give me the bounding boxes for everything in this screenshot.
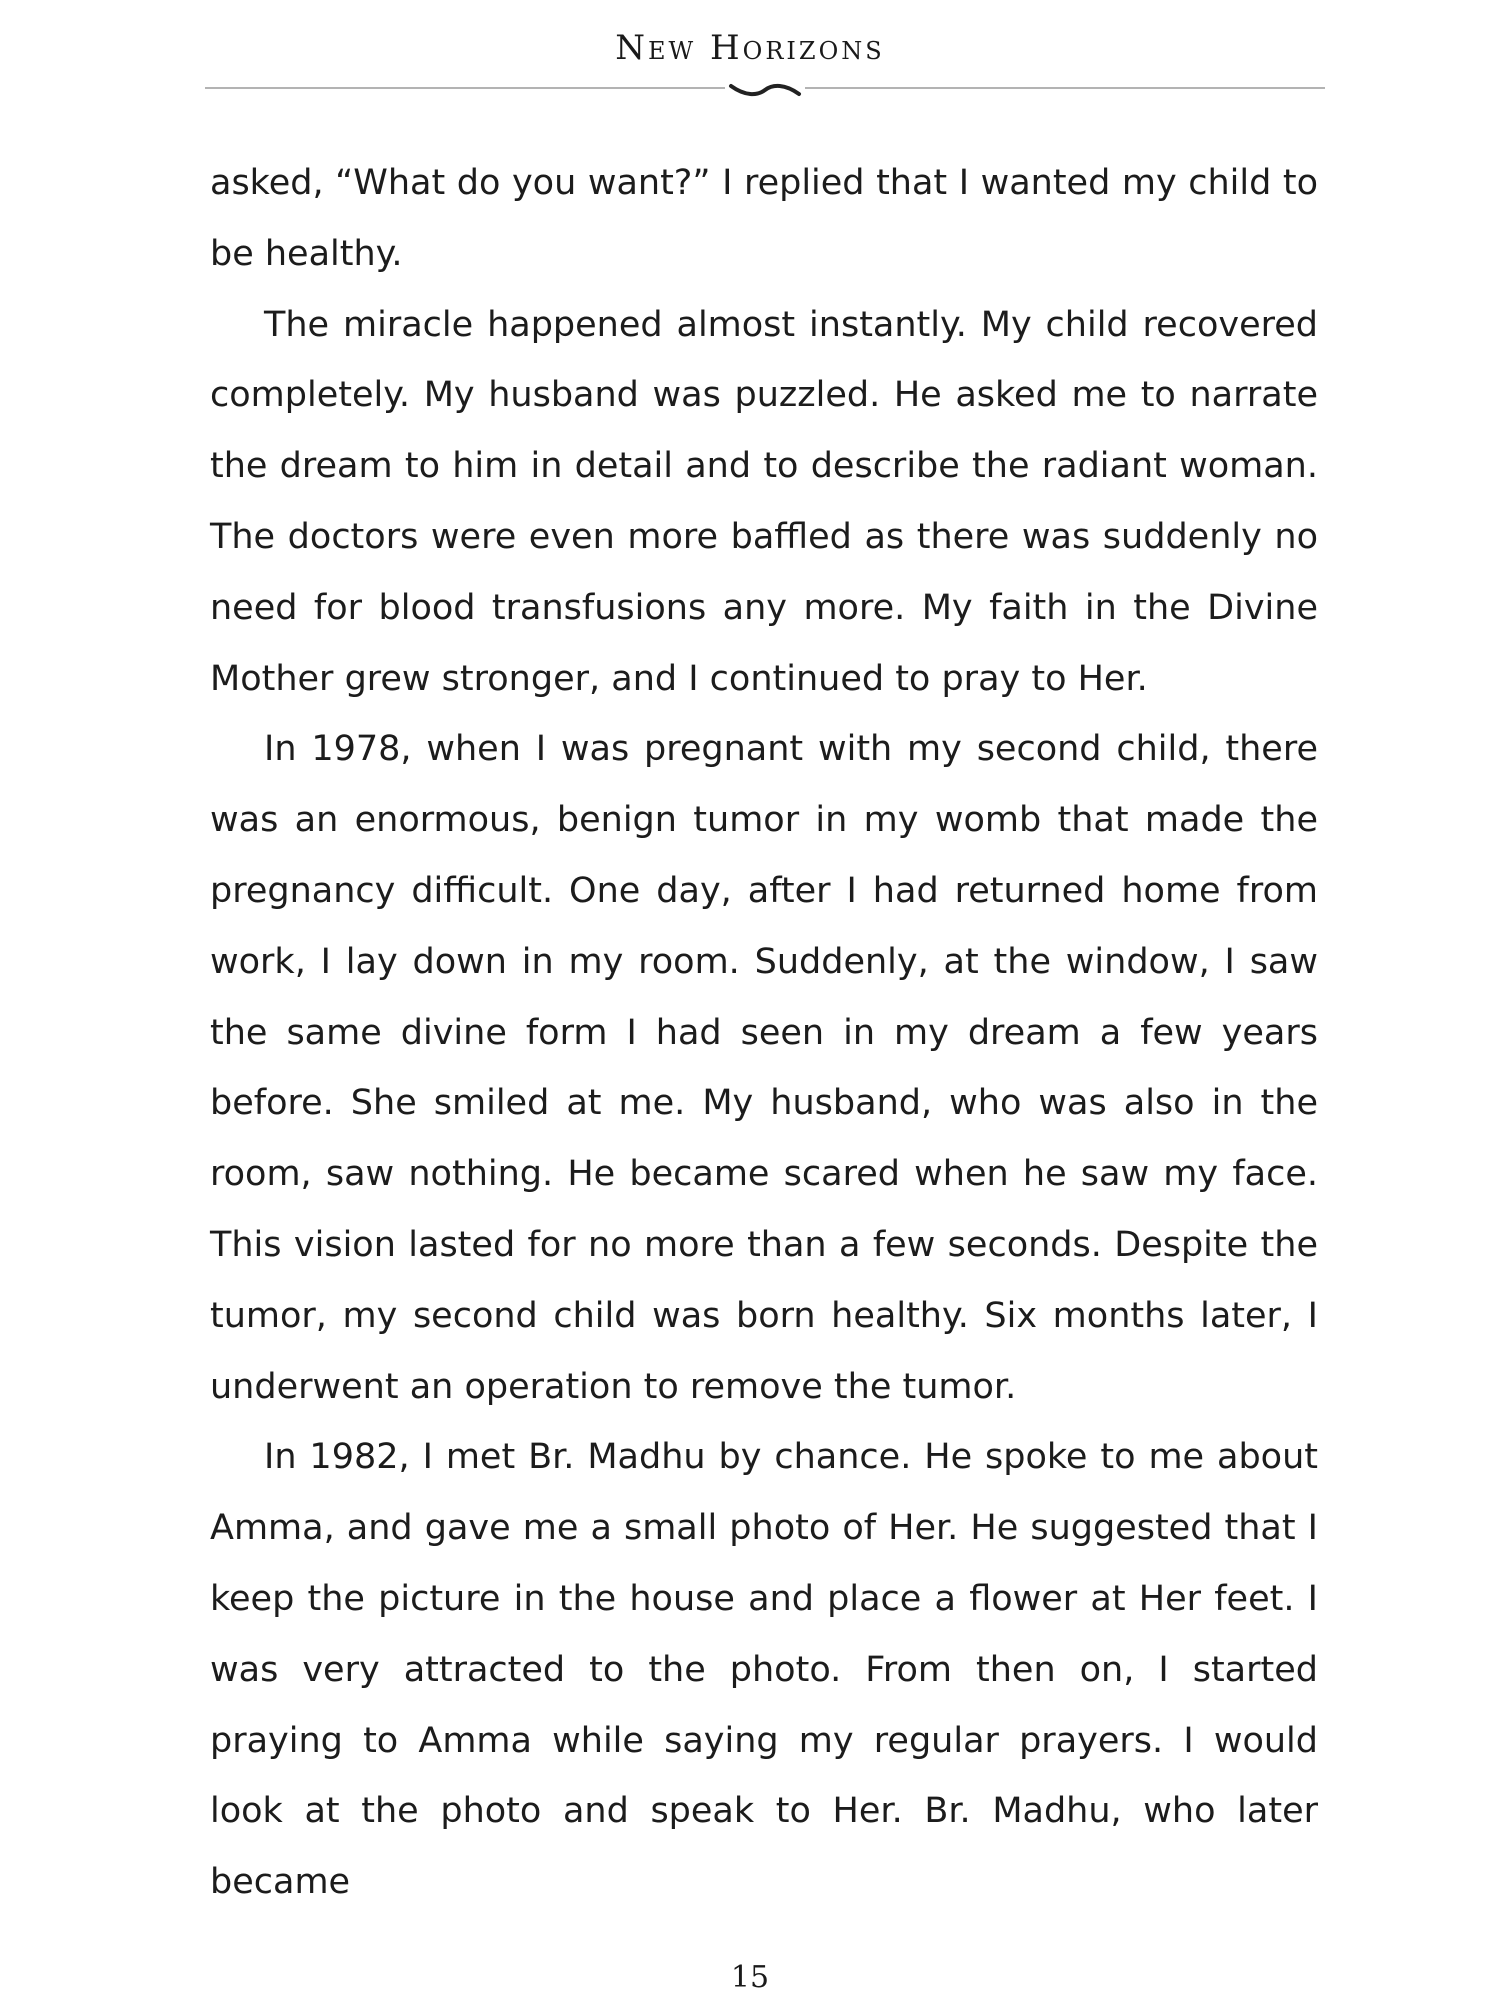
- running-head: New Horizons: [615, 28, 885, 68]
- paragraph-3: In 1978, when I was pregnant with my second child, there was an enormous, benign tumor in my womb that made the pregnancy difficult. One day, after I had returned home from work, I lay down in my room. Suddenly, at the window, I saw the same divine form I had seen in my dream a few years before. She smiled at me. My husband, who was also in the room, saw nothing. He became scared when he saw my face. This vision lasted for no more than a few seconds. Despite the tumor, my second child was born healthy. Six months later, I underwent an operation to remove the tumor.: [210, 729, 1318, 1407]
- paragraph-2: The miracle happened almost instantly. My child recovered completely. My husband was puzzled. He asked me to narrate the dream to him in detail and to describe the radiant woman. The doctors were even more baffled as there was suddenly no need for blood transfusions any more. My faith in the Divine Mother grew stronger, and I continued to pray to Her.: [210, 304, 1318, 699]
- paragraph-1: asked, “What do you want?” I replied that I wanted my child to be healthy.: [210, 163, 1318, 274]
- body-text: [210, 148, 1318, 1918]
- swash-ornament-icon: [731, 86, 799, 94]
- paragraph-4: In 1982, I met Br. Madhu by chance. He spoke to me about Amma, and gave me a small photo of Her. He suggested that I keep the picture in the house and place a flower at Her feet. I was very attracted to the photo. From then on, I started praying to Amma while saying my regular prayers. I would look at the photo and speak to Her. Br. Madhu, who later became: [210, 1437, 1318, 1903]
- header-rule-ornament: [205, 82, 1325, 102]
- page-number: 15: [730, 1960, 770, 1995]
